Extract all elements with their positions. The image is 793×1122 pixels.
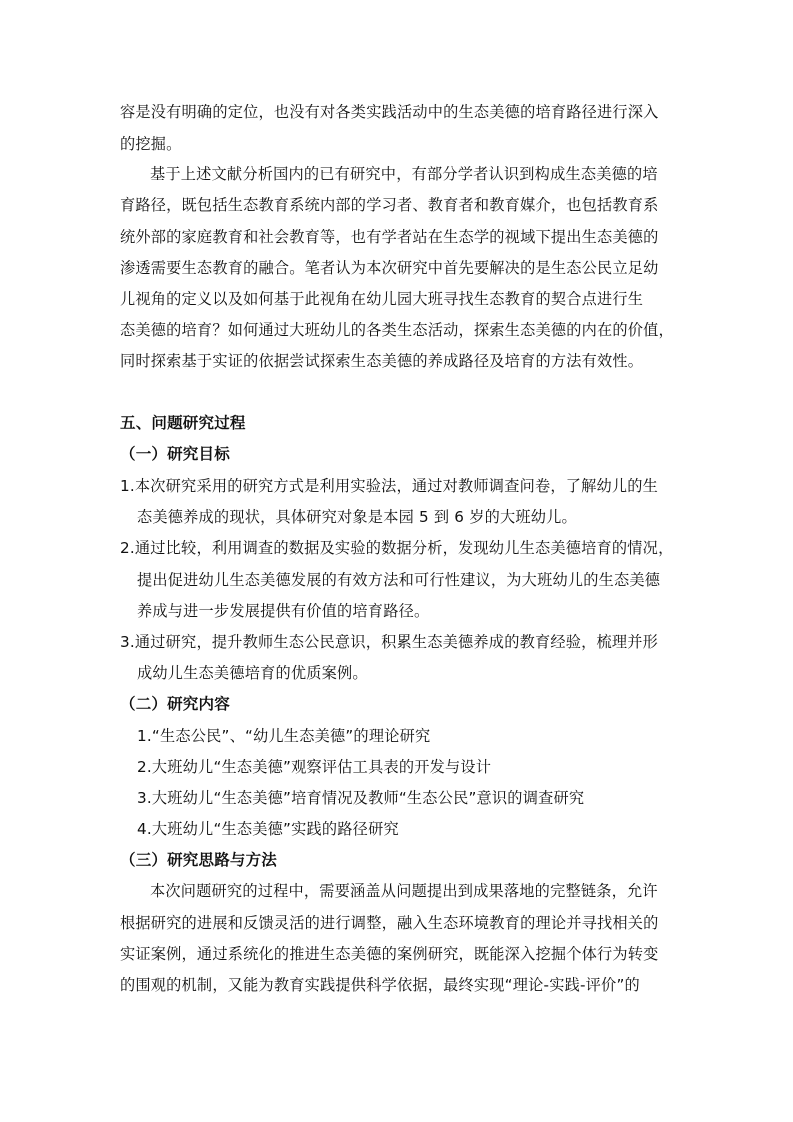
subsection-heading: （二）研究内容 [120, 695, 230, 713]
section-heading: 五、问题研究过程 [120, 414, 246, 432]
list-item: 2.大班幼儿“生态美德”观察评估工具表的开发与设计 [137, 758, 492, 776]
list-item: 4.大班幼儿“生态美德”实践的路径研究 [137, 820, 399, 838]
list-item-cont: 成幼儿生态美德培育的优质案例。 [137, 664, 368, 682]
text-line: 实证案例，通过系统化的推进生态美德的案例研究，既能深入挖掘个体行为转变 [120, 945, 659, 963]
text-line: 渗透需要生态教育的融合。笔者认为本次研究中首先要解决的是生态公民立足幼 [120, 259, 659, 277]
text-line: 儿视角的定义以及如何基于此视角在幼儿园大班寻找生态教育的契合点进行生 [120, 290, 644, 308]
list-item-cont: 提出促进幼儿生态美德发展的有效方法和可行性建议，为大班幼儿的生态美德 [137, 571, 661, 589]
list-item: 1.“生态公民”、“幼儿生态美德”的理论研究 [137, 727, 431, 745]
subsection-heading: （一）研究目标 [120, 445, 230, 463]
text-line: 的挖掘。 [120, 135, 182, 153]
text-line: 本次问题研究的过程中，需要涵盖从问题提出到成果落地的完整链条，允许 [150, 882, 658, 900]
subsection-heading: （三）研究思路与方法 [120, 851, 278, 869]
list-item-cont: 养成与进一步发展提供有价值的培育路径。 [137, 602, 430, 620]
text-line: 根据研究的进展和反馈灵活的进行调整，融入生态环境教育的理论并寻找相关的 [120, 914, 659, 932]
list-item: 2.通过比较，利用调查的数据及实验的数据分析，发现幼儿生态美德培育的情况， [120, 539, 674, 557]
list-item: 3.通过研究，提升教师生态公民意识，积累生态美德养成的教育经验，梳理并形 [120, 633, 659, 651]
text-line: 的围观的机制，又能为教育实践提供科学依据，最终实现“理论-实践-评价”的 [120, 976, 640, 994]
text-line: 态美德的培育？如何通过大班幼儿的各类生态活动，探索生态美德的内在的价值， [120, 321, 674, 339]
text-line: 育路径，既包括生态教育系统内部的学习者、教育者和教育媒介，也包括教育系 [120, 196, 659, 214]
list-item: 3.大班幼儿“生态美德”培育情况及教师“生态公民”意识的调查研究 [137, 789, 585, 807]
text-line: 统外部的家庭教育和社会教育等，也有学者站在生态学的视域下提出生态美德的 [120, 228, 659, 246]
text-line: 同时探索基于实证的依据尝试探索生态美德的养成路径及培育的方法有效性。 [120, 352, 644, 370]
list-item-cont: 态美德养成的现状，具体研究对象是本园 5 到 6 岁的大班幼儿。 [137, 508, 577, 526]
list-item: 1.本次研究采用的研究方式是利用实验法，通过对教师调查问卷，了解幼儿的生 [120, 477, 659, 495]
text-line: 基于上述文献分析国内的已有研究中，有部分学者认识到构成生态美德的培 [150, 165, 658, 183]
text-line: 容是没有明确的定位，也没有对各类实践活动中的生态美德的培育路径进行深入 [120, 103, 659, 121]
